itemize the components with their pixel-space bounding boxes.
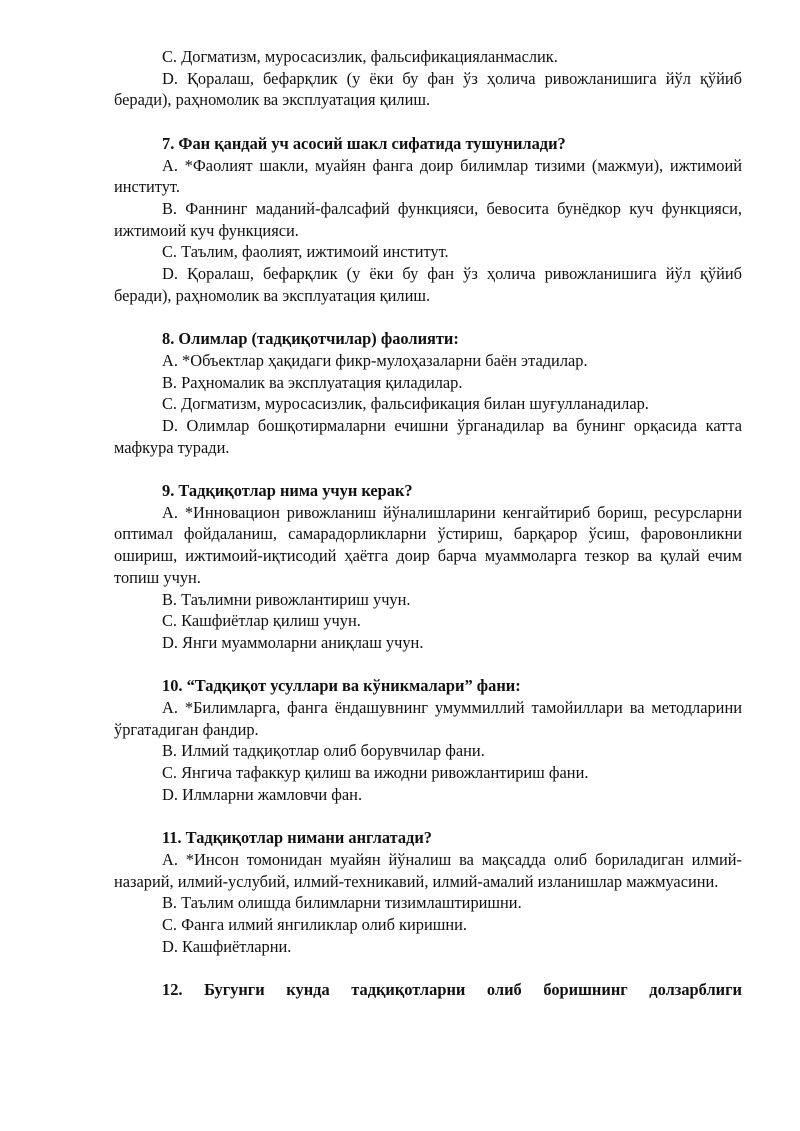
option-text: C. Кашфиётлар қилиш учун. (162, 611, 361, 631)
question-heading: 8. Олимлар (тадқиқотчилар) фаолияти: (162, 329, 459, 349)
option-text: A. *Билимларга, фанга ёндашувнинг умуммиллий тамойиллари ва методларини ўргатадиган фандир. (114, 698, 742, 739)
option-text: D. Олимлар бошқотирмаларни ечишни ўрганадилар ва бунинг орқасида катта мафкура туради. (114, 415, 742, 457)
option-text: A. *Инсон томонидан муайян йўналиш ва мақсадда олиб бориладиган илмий-назарий, илмий-услубий, илмий-техникавий, илмий-амалий изланишлар мажмуасини. (114, 849, 742, 891)
option-text: A. *Инновацион ривожланиш йўналишларини кенгайтириб бориш, ресурсларни оптимал фойдаланиш, самарадорликларни ўстириш, барқарор ўсиш, фаровонликни ошириш, ижтимоий-иқтисодий ҳаётга доир барча муаммоларга тезкор ва қулай ечим топиш учун. (114, 502, 742, 587)
question-heading: 7. Фан қандай уч асосий шакл сифатида тушунилади? (162, 133, 566, 153)
spacer (114, 458, 742, 480)
question-heading: 9. Тадқиқотлар нима учун керак? (162, 481, 413, 501)
question-heading: 12. Бугунги кунда тадқиқотларни олиб боришнинг долзарблиги (162, 980, 742, 1000)
option-text: D. Янги муаммоларни аниқлаш учун. (162, 632, 424, 652)
question-heading: 10. “Тадқиқот усуллари ва кўникмалари” фани: (162, 676, 521, 696)
option-text: B. Таълим олишда билимларни тизимлаштиришни. (162, 893, 522, 913)
option-text: A. *Объектлар ҳақидаги фикр-мулоҳазаларни баён этадилар. (162, 350, 588, 370)
option-text: D. Қоралаш, бефарқлик (у ёки бу фан ўз ҳолича ривожланишига йўл қўйиб беради), раҳномолик ва эксплуатация қилиш. (114, 68, 742, 110)
option-text: A. *Фаолият шакли, муайян фанга доир билимлар тизими (мажмуи), ижтимоий институт. (114, 155, 742, 197)
option-text: B. Фаннинг маданий-фалсафий функцияси, бевосита бунёдкор куч функцияси, ижтимоий куч функцияси. (114, 198, 742, 240)
option-text: C. Догматизм, муросасизлик, фальсификацияланмаслик. (162, 47, 558, 66)
spacer (114, 654, 742, 676)
option-text: C. Фанга илмий янгиликлар олиб киришни. (162, 915, 467, 935)
option-text: C. Догматизм, муросасизлик, фальсификация билан шуғулланадилар. (162, 394, 649, 414)
option-text: C. Янгича тафаккур қилиш ва ижодни ривожлантириш фани. (162, 763, 589, 783)
option-text: B. Илмий тадқиқотлар олиб борувчилар фани. (162, 741, 485, 761)
option-text: D. Илмларни жамловчи фан. (162, 784, 363, 804)
option-text: D. Қоралаш, бефарқлик (у ёки бу фан ўз ҳолича ривожланишига йўл қўйиб беради), раҳномолик ва эксплуатация қилиш. (114, 264, 742, 305)
option-text: C. Таълим, фаолият, ижтимоий институт. (162, 242, 449, 262)
option-text: B. Раҳномалик ва эксплуатация қиладилар. (162, 372, 463, 392)
spacer (114, 806, 742, 828)
spacer (114, 111, 742, 133)
document-page (114, 46, 742, 1001)
spacer (114, 957, 742, 979)
option-text: B. Таълимни ривожлантириш учун. (162, 589, 411, 609)
question-heading: 11. Тадқиқотлар нимани англатади? (162, 828, 432, 848)
spacer (114, 306, 742, 328)
option-text: D. Кашфиётларни. (162, 936, 292, 956)
